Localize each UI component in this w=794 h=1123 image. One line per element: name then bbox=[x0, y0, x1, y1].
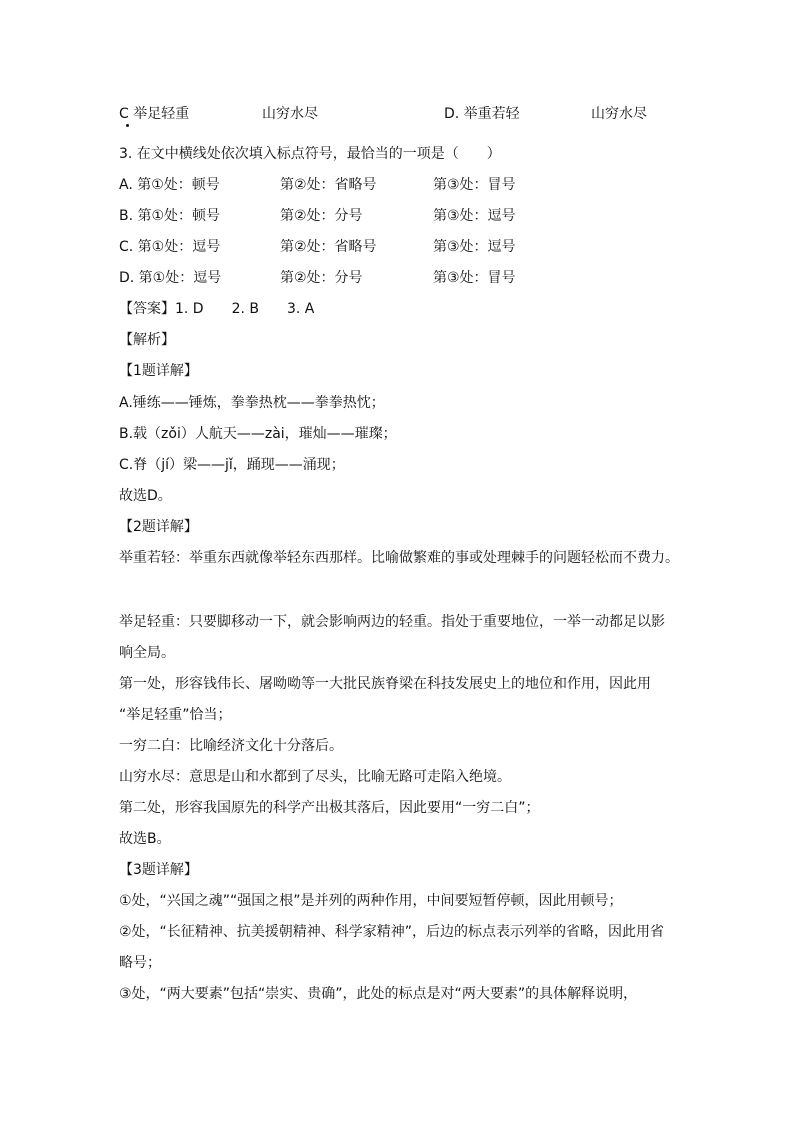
q3-option-d-3: 第③处：冒号 bbox=[433, 270, 516, 286]
q3-option-c-2: 第②处：省略号 bbox=[280, 239, 377, 255]
q2-conclusion: 故选B。 bbox=[119, 831, 171, 847]
q1-conclusion: 故选D。 bbox=[119, 488, 172, 504]
q3-option-c-3: 第③处：逗号 bbox=[433, 239, 516, 255]
q2-line-5: “举足轻重”恰当； bbox=[119, 707, 232, 723]
q2-detail-heading: 【2题详解】 bbox=[119, 519, 198, 535]
q3-detail-heading: 【3题详解】 bbox=[119, 862, 198, 878]
q3-option-a-2: 第②处：省略号 bbox=[280, 177, 377, 193]
option-d-word: 山穷水尽 bbox=[591, 106, 647, 122]
answer-line: 【答案】1. D 2. B 3. A bbox=[119, 301, 315, 317]
q2-line-2: 举足轻重：只要脚移动一下，就会影响两边的轻重。指处于重要地位，一举一动都足以影 bbox=[119, 614, 665, 630]
q2-line-1: 举重若轻：举重东西就像举轻东西那样。比喻做繁难的事或处理棘手的问题轻松而不费力。 bbox=[119, 550, 679, 566]
q3-line-2: ②处，“长征精神、抗美援朝精神、科学家精神”，后边的标点表示列举的省略，因此用省 bbox=[119, 924, 665, 940]
q2-line-8: 第二处，形容我国原先的科学产出极其落后，因此要用“一穷二白”； bbox=[119, 800, 540, 816]
q1-line-b: B.载（zǒi）人航天——zài，璀灿——璀璨； bbox=[119, 426, 397, 442]
option-c-word: 山穷水尽 bbox=[262, 106, 318, 122]
option-c-label: C 举足轻重 bbox=[119, 106, 190, 122]
q3-line-1: ①处，“兴国之魂”“强国之根”是并列的两种作用，中间要短暂停顿，因此用顿号； bbox=[119, 893, 623, 909]
q1-line-c: C.脊（jí）梁——jǐ，踊现——涌现； bbox=[119, 457, 345, 473]
q3-option-a-1: A. 第①处：顿号 bbox=[119, 177, 220, 193]
question-3-stem: 3. 在文中横线处依次填入标点符号，最恰当的一项是（ ） bbox=[119, 146, 501, 162]
analysis-heading: 【解析】 bbox=[119, 332, 175, 348]
q3-line-4: ③处，“两大要素”包括“崇实、贵确”，此处的标点是对“两大要素”的具体解释说明， bbox=[119, 986, 638, 1002]
q2-line-6: 一穷二白：比喻经济文化十分落后。 bbox=[119, 738, 343, 754]
q3-option-a-3: 第③处：冒号 bbox=[433, 177, 516, 193]
q2-line-7: 山穷水尽：意思是山和水都到了尽头，比喻无路可走陷入绝境。 bbox=[119, 769, 511, 785]
q3-option-b-2: 第②处：分号 bbox=[280, 208, 363, 224]
q3-option-d-1: D. 第①处：逗号 bbox=[119, 270, 222, 286]
q1-detail-heading: 【1题详解】 bbox=[119, 363, 198, 379]
q2-line-4: 第一处，形容钱伟长、屠呦呦等一大批民族脊梁在科技发展史上的地位和作用，因此用 bbox=[119, 676, 651, 692]
emphasis-dot bbox=[126, 124, 129, 127]
q3-option-b-3: 第③处：逗号 bbox=[433, 208, 516, 224]
q3-line-3: 略号； bbox=[119, 955, 161, 971]
option-d-label: D. 举重若轻 bbox=[444, 106, 520, 122]
q2-line-3: 响全局。 bbox=[119, 645, 175, 661]
q3-option-b-1: B. 第①处：顿号 bbox=[119, 208, 221, 224]
q1-line-a: A.锤练——锤炼，拳拳热枕——拳拳热忱； bbox=[119, 395, 385, 411]
q3-option-d-2: 第②处：分号 bbox=[280, 270, 363, 286]
q3-option-c-1: C. 第①处：逗号 bbox=[119, 239, 221, 255]
